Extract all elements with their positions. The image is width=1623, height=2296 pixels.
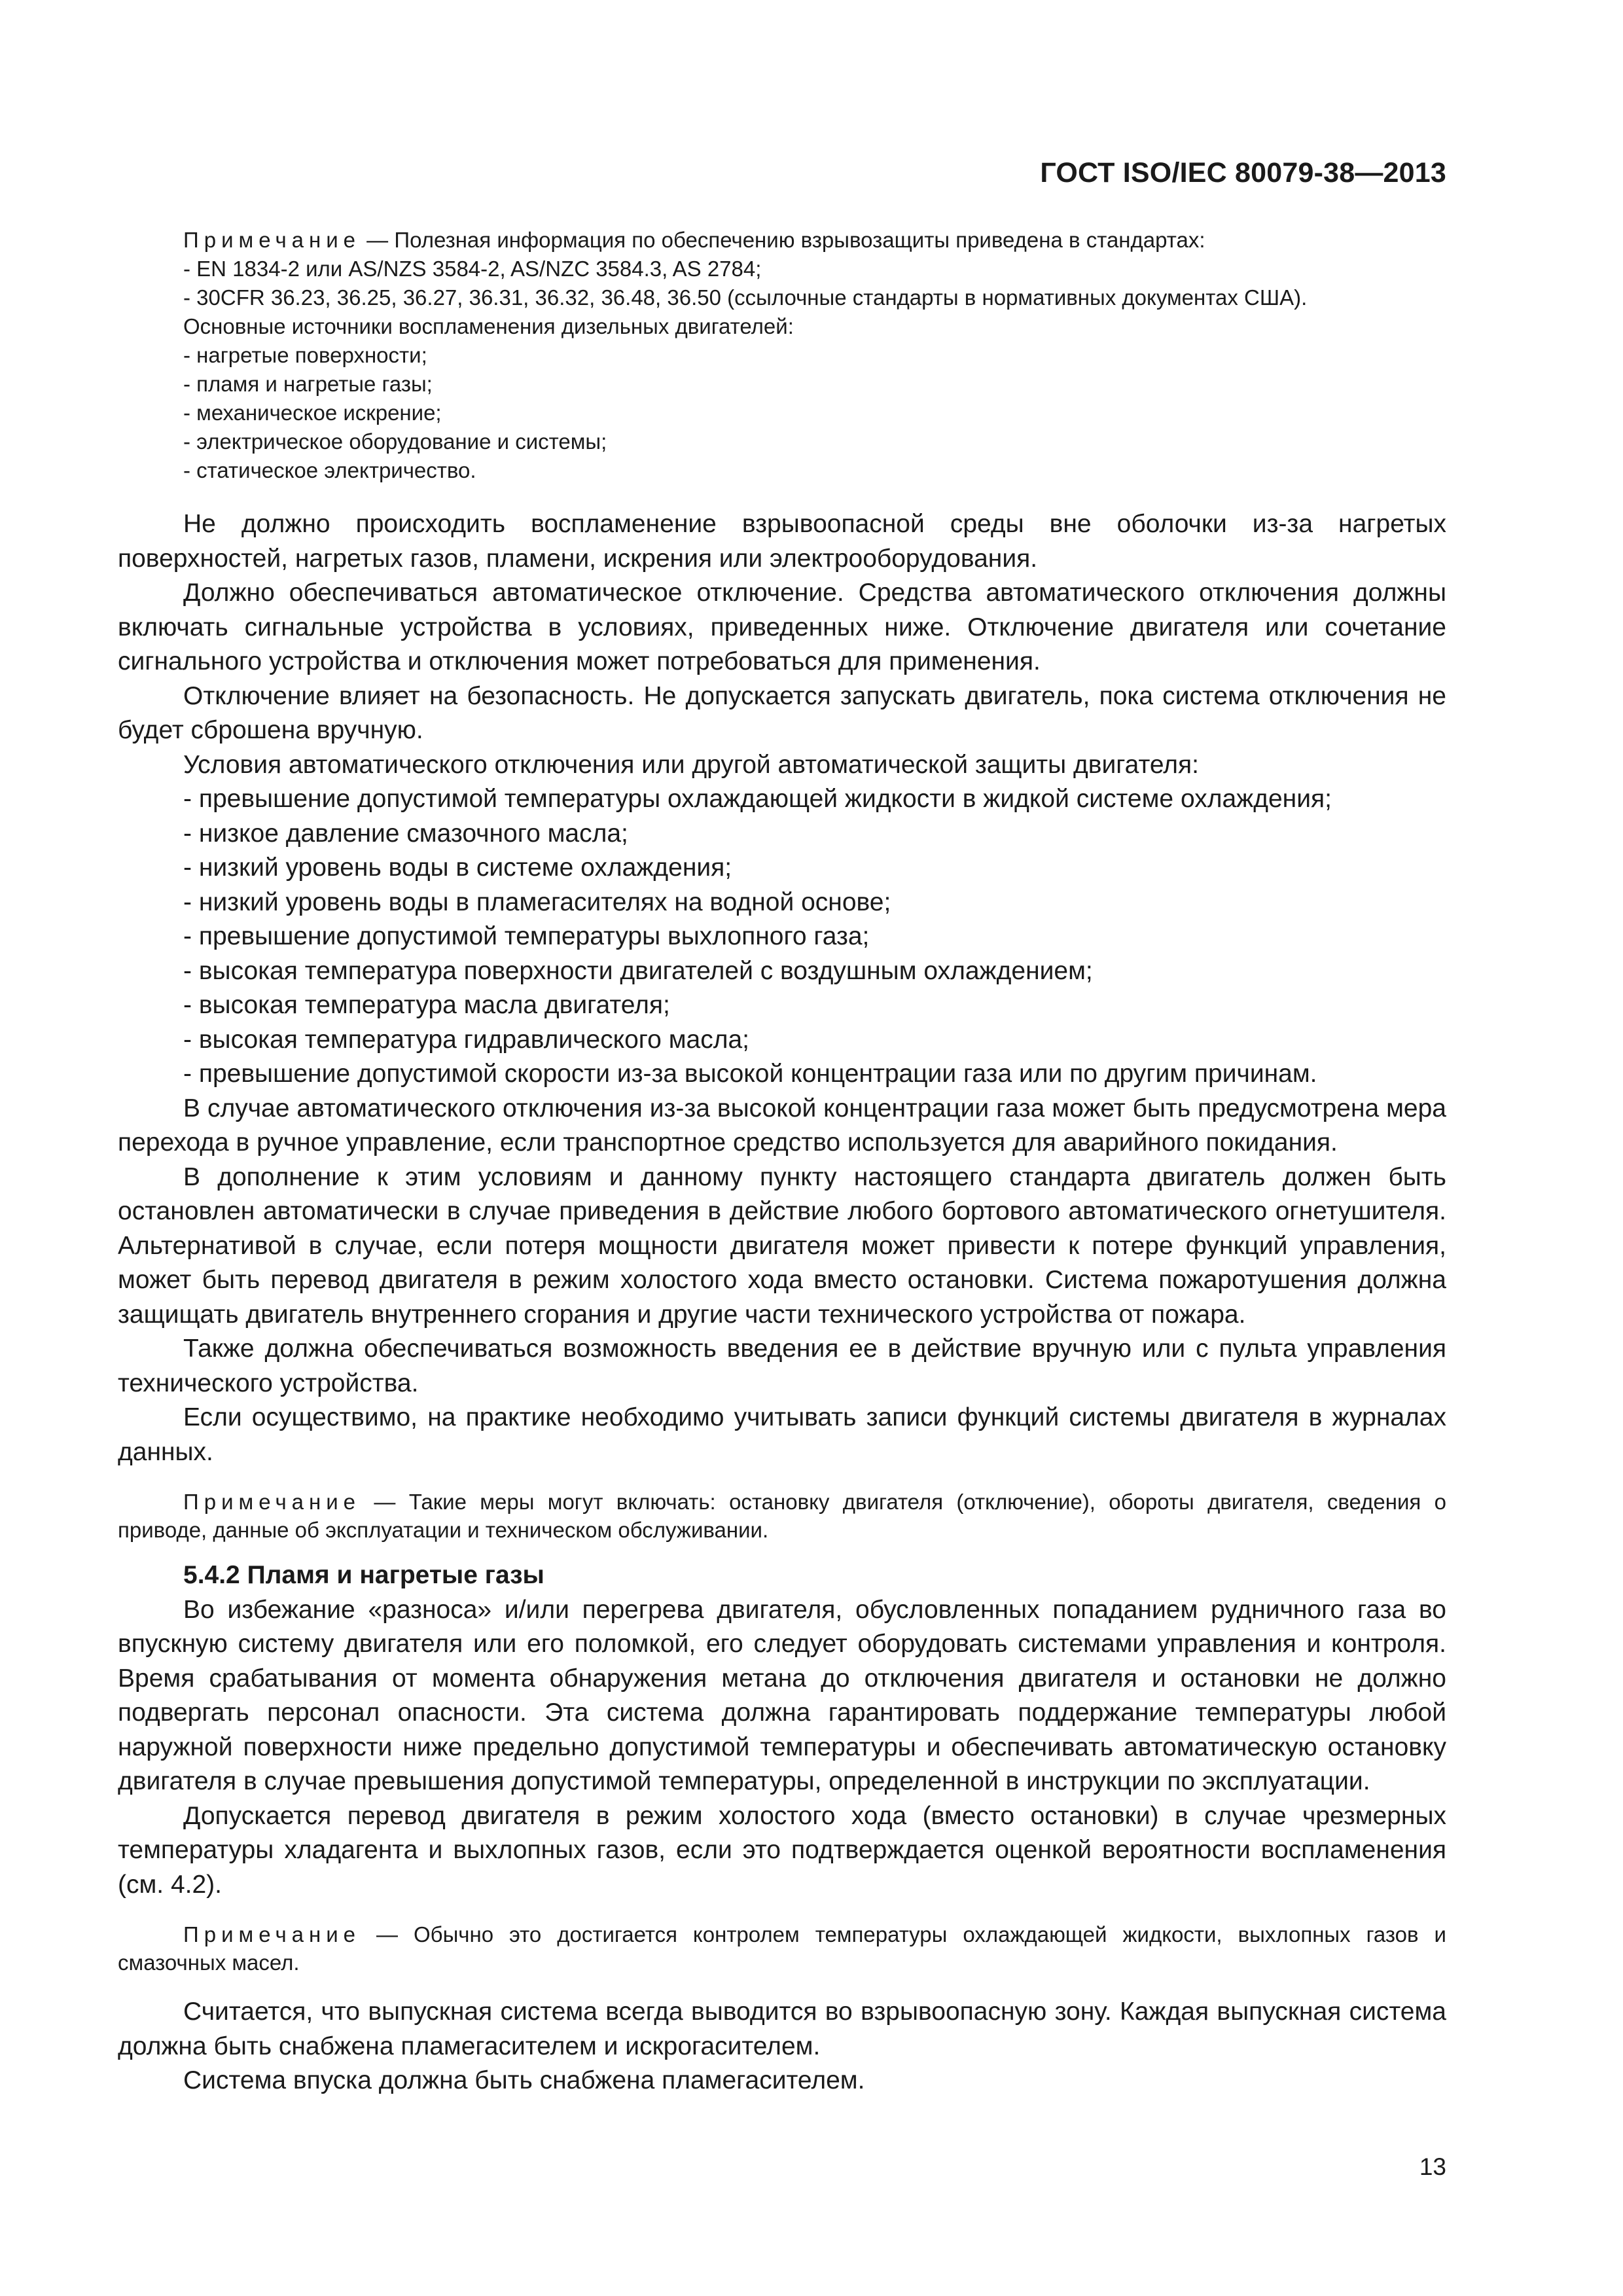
list-item: - превышение допустимой температуры охлаждающей жидкости в жидкой системе охлаждения; [183,785,1332,813]
note-1-line: - EN 1834-2 или AS/NZS 3584-2, AS/NZC 3584.3, AS 2784; [183,257,762,281]
note-1-line: Основные источники воспламенения дизельных двигателей: [183,314,794,338]
note-1-line: - механическое искрение; [183,401,442,425]
note-label: Примечание [183,228,361,252]
note-1-line: - электрическое оборудование и системы; [183,429,607,454]
note-3 [118,1920,1446,1977]
paragraph: Допускается перевод двигателя в режим холостого хода (вместо остановки) в случае чрезмерных температуры хладагента и выхлопных газов, если это подтверждается оценкой вероятности воспламенения (см. 4.2). [118,1801,1446,1899]
note-2 [118,1488,1446,1544]
list-item: - низкое давление смазочного масла; [183,819,628,848]
note-1-first-line [118,226,1446,255]
paragraph: Отключение влияет на безопасность. Не допускается запускать двигатель, пока система отключения не будет сброшена вручную. [118,681,1446,744]
paragraph: Должно обеспечиваться автоматическое отключение. Средства автоматического отключения должны включать сигнальные устройства в условиях, приведенных ниже. Отключение двигателя или сочетание сигнального устройства и отключения может потребоваться для применения. [118,579,1446,675]
note-1-text: — Полезная информация по обеспечению взрывозащиты приведена в стандартах: [361,228,1205,252]
paragraph: Во избежание «разноса» и/или перегрева двигателя, обусловленных попаданием рудничного газа во впускную систему двигателя или его поломкой, его следует оборудовать системами управления и контроля. Время срабатывания от момента обнаружения метана до отключения двигателя и остановки не должно подвергать персонал опасности. Эта система должна гарантировать поддержание температуры любой наружной поверхности ниже предельно допустимой температуры и обеспечивать автоматическую остановку двигателя в случае превышения допустимой температуры, определенной в инструкции по эксплуатации. [118,1595,1446,1795]
list-item: - низкий уровень воды в системе охлаждения; [183,853,732,882]
shutdown-conditions-list [118,782,1446,1092]
paragraph: Система впуска должна быть снабжена пламегасителем. [183,2066,865,2094]
section-heading: 5.4.2 Пламя и нагретые газы [183,1561,544,1589]
paragraph: Условия автоматического отключения или другой автоматической защиты двигателя: [183,750,1199,779]
list-item: - низкий уровень воды в пламегасителях на водной основе; [183,888,891,916]
paragraph: В случае автоматического отключения из-за высокой концентрации газа может быть предусмотрена мера перехода в ручное управление, если транспортное средство используется для аварийного покидания. [118,1094,1446,1157]
list-item: - высокая температура масла двигателя; [183,991,670,1019]
note-1-line: - 30CFR 36.23, 36.25, 36.27, 36.31, 36.32, 36.48, 36.50 (ссылочные стандарты в нормативных документах США). [183,285,1308,310]
note-1 [118,226,1446,485]
paragraph: Также должна обеспечиваться возможность введения ее в действие вручную или с пульта управления технического устройства. [118,1335,1446,1397]
page-number: 13 [1419,2153,1446,2180]
paragraph: Не должно происходить воспламенение взрывоопасной среды вне оболочки из-за нагретых поверхностей, нагретых газов, пламени, искрения или электрооборудования. [118,510,1446,573]
page-body [118,226,1446,2098]
note-label: Примечание [183,1490,361,1514]
list-item: - высокая температура поверхности двигателей с воздушным охлаждением; [183,956,1093,985]
note-1-line: - нагретые поверхности; [183,343,427,367]
note-1-line: - статическое электричество. [183,458,476,482]
list-item: - превышение допустимой скорости из-за высокой концентрации газа или по другим причинам. [183,1060,1317,1088]
paragraph: Если осуществимо, на практике необходимо учитывать записи функций системы двигателя в журналах данных. [118,1403,1446,1466]
note-3-text: — Обычно это достигается контролем температуры охлаждающей жидкости, выхлопных газов и смазочных масел. [118,1922,1446,1975]
list-item: - превышение допустимой температуры выхлопного газа; [183,922,870,950]
standard-designation: ГОСТ ISO/IEC 80079-38—2013 [1040,157,1446,188]
note-2-text: — Такие меры могут включать: остановку двигателя (отключение), обороты двигателя, сведения о приводе, данные об эксплуатации и техническом обслуживании. [118,1490,1446,1542]
paragraph: В дополнение к этим условиям и данному пункту настоящего стандарта двигатель должен быть остановлен автоматически в случае приведения в действие любого бортового автоматического огнетушителя. Альтернативой в случае, если потеря мощности двигателя может привести к потере функций управления, может быть перевод двигателя в режим холостого хода вместо остановки. Система пожаротушения должна защищать двигатель внутреннего сгорания и другие части технического устройства от пожара. [118,1162,1446,1329]
list-item: - высокая температура гидравлического масла; [183,1025,749,1054]
paragraph: Считается, что выпускная система всегда выводится во взрывоопасную зону. Каждая выпускная система должна быть снабжена пламегасителем и искрогасителем. [118,1998,1446,2060]
note-label: Примечание [183,1922,361,1946]
note-1-line: - пламя и нагретые газы; [183,372,433,396]
